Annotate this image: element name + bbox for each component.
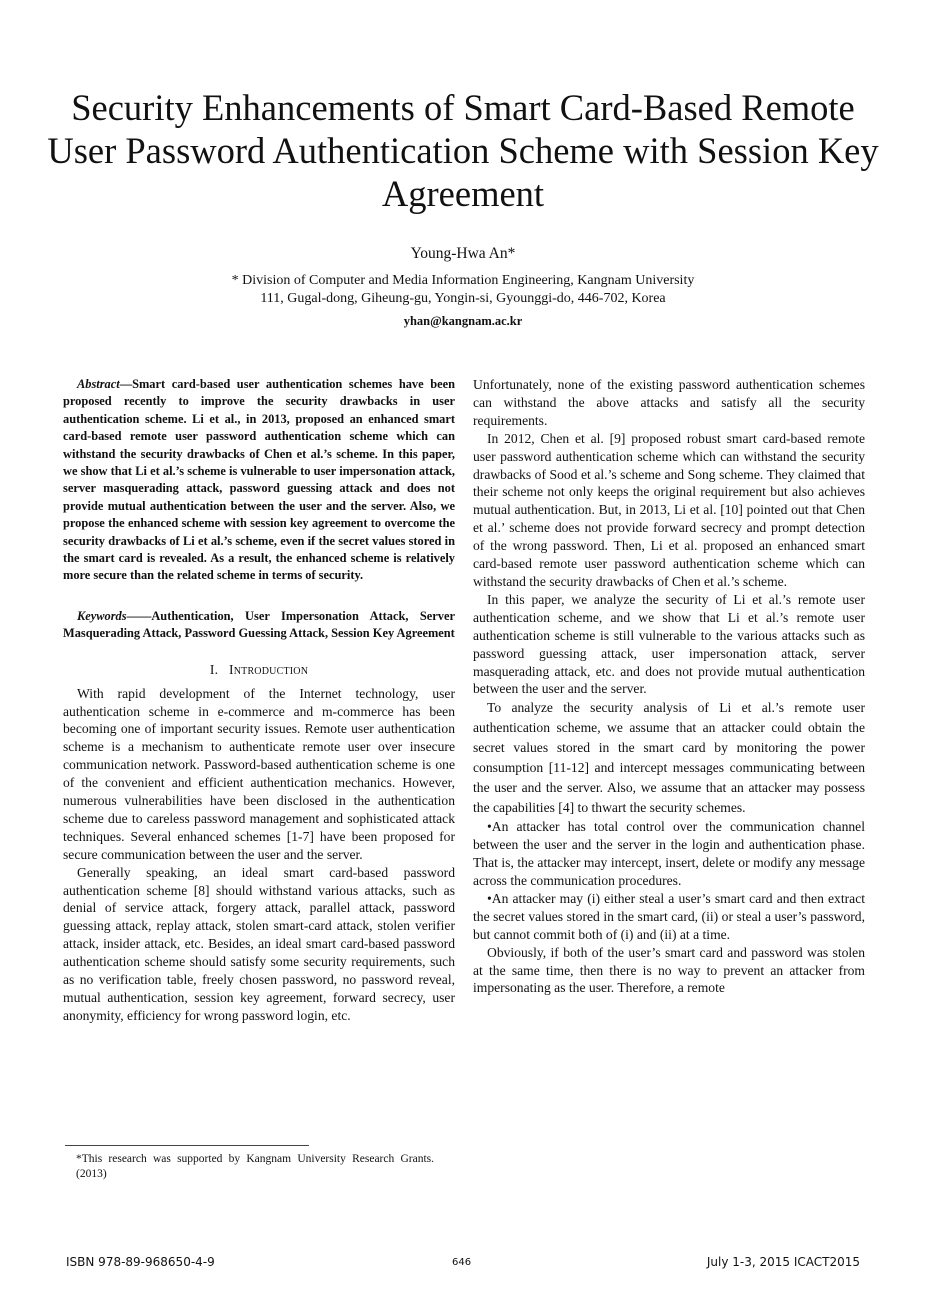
body-paragraph: In this paper, we analyze the security of Li et al.’s remote user authentication scheme, and we show that Li et al.’s remote user authentication scheme is still vulnerable to the various attacks such as password guessing attack, user impersonation attack, server masquerading attack, etc. and does not provide mutual authentication between the user and the server. xyxy=(473,591,865,697)
abstract-dash: — xyxy=(119,377,133,391)
keywords xyxy=(63,608,455,643)
footer-isbn: ISBN 978-89-968650-4-9 xyxy=(66,1255,215,1269)
intro-paragraph: Generally speaking, an ideal smart card-based password authentication scheme [8] should withstand various attacks, such as denial of service attack, forgery attack, parallel attack, password guessing attack, replay attack, stolen smart-card attack, stolen verifier attack, insider attack, etc. Besides, an ideal smart card-based password authentication scheme should satisfy some security requirements, such as no verification table, freely chosen password, no password reveal, mutual authentication, session key agreement, forward secrecy, user anonymity, efficiency for wrong password login, etc. xyxy=(63,864,455,1023)
bullet-item: •An attacker may (i) either steal a user’s smart card and then extract the secret values stored in the smart card, (ii) or steal a user’s password, but cannot commit both of (i) and (ii) at a time. xyxy=(473,890,865,942)
body-paragraph: To analyze the security analysis of Li et al.’s remote user authentication scheme, we assume that an attacker could obtain the secret values stored in the smart card by monitoring the power consumption [11-12] and intercept messages communicating between the user and the server. Also, we assume that an attacker may possess the capabilities [4] to thwart the security schemes. xyxy=(473,700,865,816)
footer-page-number: 646 xyxy=(452,1257,472,1268)
abstract-text: Smart card-based user authentication schemes have been proposed recently to improve the security drawbacks in user authentication scheme. Li et al., in 2013, proposed an enhanced smart card-based remote user password authentication scheme which can withstand the security drawbacks of Chen et al.’s scheme. In this paper, we show that Li et al.’s scheme is vulnerable to user impersonation attack, server masquerading attack, password guessing attack and does not provide mutual authentication between the user and the server. Also, we propose the enhanced scheme with session key agreement to overcome the security drawbacks of Li et al.’s scheme, even if the secret values stored in the smart card is revealed. As a result, the enhanced scheme is relatively more secure than the related scheme in terms of security. xyxy=(63,377,455,583)
left-column xyxy=(63,376,455,1025)
affiliation-line-2: 111, Gugal-dong, Giheung-gu, Yongin-si, Gyounggi-do, 446-702, Korea xyxy=(260,291,666,306)
section-title: Introduction xyxy=(228,661,309,677)
keywords-text: Authentication, User Impersonation Attack, Server Masquerading Attack, Password Guessing Attack, Session Key Agreement xyxy=(63,608,455,641)
affiliation-line-1: * Division of Computer and Media Information Engineering, Kangnam University xyxy=(231,273,695,288)
footnote: *This research was supported by Kangnam University Research Grants.(2013) xyxy=(76,1153,434,1180)
abstract xyxy=(63,376,455,585)
footnote-divider xyxy=(65,1145,309,1146)
right-column xyxy=(473,376,865,997)
author-email: yhan@kangnam.ac.kr xyxy=(403,314,523,328)
body-paragraph: Unfortunately, none of the existing password authentication schemes can withstand the above attacks and satisfy all the security requirements. xyxy=(473,377,865,428)
keywords-label: Keywords xyxy=(77,608,127,623)
author-affiliation xyxy=(0,272,926,308)
author-name: Young-Hwa An* xyxy=(410,245,516,262)
abstract-label: Abstract xyxy=(77,377,120,391)
body-paragraph: Obviously, if both of the user’s smart card and password was stolen at the same time, then there is no way to prevent an attacker from impersonating as the user. Therefore, a remote xyxy=(473,944,865,996)
section-heading-introduction xyxy=(63,661,455,679)
keywords-dash: —— xyxy=(126,608,152,623)
body-paragraph: In 2012, Chen et al. [9] proposed robust smart card-based remote user password authentication scheme which can withstand the security drawbacks of Sood et al.’s scheme and Song scheme. They claimed that their scheme not only keeps the original requirement but also achieves mutual authentication. But, in 2013, Li et al. [10] pointed out that Chen et al.’ scheme does not provide forward secrecy and prompt detection of the wrong password. Then, Li et al. proposed an enhanced smart card-based remote user password authentication scheme which can withstand the security drawbacks of Chen et al.’s scheme. xyxy=(473,430,865,589)
bullet-item: •An attacker has total control over the communication channel between the user and the server in the login and authentication phase. That is, the attacker may intercept, insert, delete or modify any message across the communication procedures. xyxy=(473,819,865,889)
section-number: I. xyxy=(209,661,219,677)
paper-title: Security Enhancements of Smart Card-Based Remote User Password Authentication Scheme with Session Key Agreement xyxy=(47,87,879,214)
footer-conference: July 1-3, 2015 ICACT2015 xyxy=(706,1255,860,1269)
intro-paragraph: With rapid development of the Internet technology, user authentication scheme in e-commerce and m-commerce has been becoming one of important security issues. Remote user authentication scheme is a mechanism to authenticate remote user over insecure communication network. Password-based authentication scheme is one of the convenient and efficient authentication mechanics. However, numerous vulnerabilities have been disclosed in the authentication scheme due to careless password management and sophisticated attack techniques. Several enhanced schemes [1-7] have been proposed for secure communication between the user and the server. xyxy=(63,685,455,862)
